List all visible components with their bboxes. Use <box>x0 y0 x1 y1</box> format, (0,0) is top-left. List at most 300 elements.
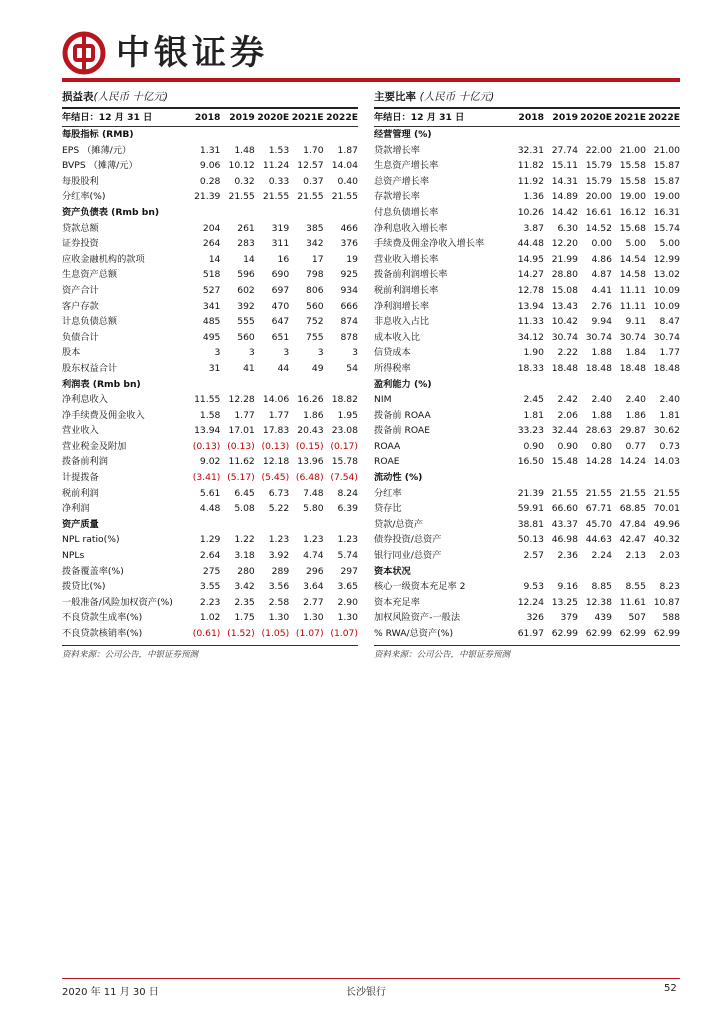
table-cell: 44.48 <box>517 238 544 250</box>
table-cell: 21.55 <box>297 191 324 203</box>
table-cell: 14.31 <box>551 175 578 187</box>
table-cell: (1.52) <box>227 628 255 639</box>
table-cell: 261 <box>237 222 255 234</box>
table-cell: 798 <box>306 269 324 281</box>
row-label: 贷款/总资产 <box>374 518 424 530</box>
table-cell: 31 <box>208 362 221 374</box>
table-cell: 10.26 <box>517 206 544 218</box>
table-cell: 13.94 <box>194 425 221 437</box>
table-cell: 20.43 <box>297 425 324 437</box>
table-cell: 204 <box>202 222 221 234</box>
row-label: 拨备前利润 <box>62 456 108 468</box>
table-cell: 21.55 <box>619 487 646 499</box>
table-cell: 3.56 <box>268 581 290 593</box>
table-cell: 61.97 <box>517 628 544 639</box>
year-header: 2021E <box>614 112 646 123</box>
row-label: 拨备前 ROAE <box>374 425 431 437</box>
table-row <box>62 236 358 252</box>
row-label: 加权风险资产-一般法 <box>374 612 461 624</box>
table-row <box>62 283 358 299</box>
table-cell: 376 <box>340 238 358 250</box>
table-cell: 5.61 <box>199 487 221 499</box>
table-row <box>62 189 358 205</box>
row-label: 存款增长率 <box>374 191 420 203</box>
row-label: 营业收入 <box>62 425 99 437</box>
table-cell: (5.45) <box>261 472 290 484</box>
year-end-header: 年结日：12 月 31 日 <box>374 112 465 123</box>
table-cell: 9.02 <box>199 456 221 468</box>
table-cell: 289 <box>271 565 290 577</box>
table-cell: 21.55 <box>551 487 578 499</box>
table-cell: 666 <box>340 300 358 312</box>
table-cell: 28.63 <box>585 425 612 437</box>
table-cell: 2.24 <box>591 550 612 562</box>
table-row <box>374 252 680 268</box>
table-cell: 14.03 <box>653 456 680 468</box>
income-statement-table <box>62 109 358 642</box>
table-row <box>62 408 358 424</box>
table-cell: 9.16 <box>557 581 578 593</box>
table-cell: 5.08 <box>234 503 255 515</box>
table-cell: 14.52 <box>585 222 612 234</box>
table-cell: 0.28 <box>199 175 221 187</box>
table-cell: 30.62 <box>653 425 680 437</box>
table-cell: 1.81 <box>659 409 680 421</box>
table-row <box>62 314 358 330</box>
income-statement-panel <box>62 89 358 660</box>
table-row <box>374 345 680 361</box>
section-header-row <box>62 127 358 143</box>
table-cell: 0.32 <box>234 175 255 187</box>
year-header: 2020E <box>257 112 290 123</box>
row-label: 核心一级资本充足率 2 <box>374 581 466 593</box>
table-cell: 14.24 <box>619 456 646 468</box>
table-cell: 0.77 <box>625 440 646 452</box>
table-cell: 44.63 <box>585 534 612 546</box>
table-cell: 319 <box>271 222 290 234</box>
row-label: 债券投资/总资产 <box>374 534 442 546</box>
column-header-row <box>62 109 358 127</box>
row-label: 拨备覆盖率(%) <box>62 565 124 577</box>
table-cell: 3 <box>352 347 358 359</box>
table-cell: 934 <box>340 284 358 296</box>
table-cell: 296 <box>306 565 324 577</box>
key-ratios-panel <box>374 89 680 660</box>
table-cell: 651 <box>271 331 290 343</box>
table-cell: 34.12 <box>517 331 544 343</box>
key-ratios-title: 主要比率 (人民币 十亿元) <box>374 91 495 103</box>
table-cell: 2.22 <box>557 347 578 359</box>
row-label: 净利息收入增长率 <box>374 222 448 234</box>
table-cell: 3.42 <box>234 581 255 593</box>
row-label: 一般准备/风险加权资产(%) <box>62 596 173 608</box>
table-cell: 38.81 <box>517 518 544 530</box>
column-header-row <box>374 109 680 127</box>
table-cell: 10.09 <box>653 284 680 296</box>
table-cell: 11.11 <box>619 300 646 312</box>
table-cell: (0.15) <box>295 440 324 452</box>
row-label: NPLs <box>62 550 85 562</box>
table-cell: 264 <box>202 238 221 250</box>
table-cell: 21.99 <box>551 253 578 265</box>
table-cell: 5.80 <box>303 503 324 515</box>
table-cell: 342 <box>306 238 324 250</box>
table-cell: 16.61 <box>585 206 612 218</box>
table-row <box>374 221 680 237</box>
row-label: 生息资产总额 <box>62 269 118 281</box>
table-cell: 1.30 <box>268 612 290 624</box>
table-cell: 15.87 <box>653 175 680 187</box>
table-cell: 8.85 <box>591 581 612 593</box>
table-row <box>62 392 358 408</box>
table-cell: 21.00 <box>619 144 646 156</box>
row-label: 拨备前 ROAA <box>374 409 431 421</box>
table-row <box>62 548 358 564</box>
table-cell: 5.74 <box>337 550 358 562</box>
table-cell: 15.68 <box>619 222 646 234</box>
table-cell: (0.13) <box>261 440 290 452</box>
table-row <box>374 501 680 517</box>
table-cell: (6.48) <box>295 472 324 484</box>
table-cell: 560 <box>306 300 324 312</box>
row-label: 净利润 <box>62 503 90 515</box>
table-cell: 30.74 <box>551 331 578 343</box>
table-row <box>374 143 680 159</box>
section-label: 资产负债表 (Rmb bn) <box>62 206 160 218</box>
table-cell: 12.99 <box>653 253 680 265</box>
row-label: 营业税金及附加 <box>62 440 127 452</box>
table-row <box>62 486 358 502</box>
row-label: 银行同业/总资产 <box>374 550 442 562</box>
table-cell: 596 <box>237 269 255 281</box>
row-label: 付息负债增长率 <box>374 206 439 218</box>
table-row <box>62 610 358 626</box>
table-cell: 49 <box>311 362 324 374</box>
table-cell: 485 <box>202 316 221 328</box>
row-label: 资产合计 <box>62 284 99 296</box>
table-cell: 12.57 <box>297 160 324 172</box>
footer-page-number: 52 <box>664 983 677 994</box>
table-row <box>374 517 680 533</box>
table-cell: 1.86 <box>625 409 646 421</box>
table-cell: 2.76 <box>591 300 612 312</box>
table-cell: 275 <box>202 565 221 577</box>
table-cell: 11.33 <box>517 316 544 328</box>
section-label: 资产质量 <box>62 518 99 530</box>
table-cell: (3.41) <box>192 472 221 484</box>
table-cell: 1.88 <box>591 409 612 421</box>
table-cell: 6.30 <box>557 222 578 234</box>
year-header: 2022E <box>648 112 680 123</box>
table-cell: 2.64 <box>199 550 221 562</box>
row-label: 股东权益合计 <box>62 362 118 374</box>
row-label: 分红率 <box>374 487 402 499</box>
table-cell: 11.11 <box>619 284 646 296</box>
table-cell: 16 <box>277 253 290 265</box>
table-cell: 1.48 <box>234 144 255 156</box>
table-cell: 9.53 <box>523 581 544 593</box>
table-cell: 19.00 <box>653 191 680 203</box>
table-row <box>62 267 358 283</box>
row-label: 净利润增长率 <box>374 300 430 312</box>
row-label: 拨贷比(%) <box>62 581 106 593</box>
table-cell: 341 <box>202 300 221 312</box>
table-cell: 62.99 <box>551 628 578 639</box>
table-row <box>374 236 680 252</box>
table-cell: 20.00 <box>585 191 612 203</box>
table-cell: 3.65 <box>337 581 358 593</box>
year-header: 2019 <box>229 112 255 123</box>
table-cell: 23.08 <box>331 425 358 437</box>
table-cell: 8.55 <box>625 581 646 593</box>
table-cell: 59.91 <box>517 503 544 515</box>
table-cell: 9.06 <box>199 160 221 172</box>
table-cell: 2.42 <box>557 394 578 406</box>
table-cell: 30.74 <box>619 331 646 343</box>
table-cell: 466 <box>340 222 358 234</box>
table-row <box>374 174 680 190</box>
table-cell: 379 <box>560 612 578 624</box>
section-label: 利润表 (Rmb bn) <box>62 378 141 390</box>
table-cell: 1.77 <box>268 409 290 421</box>
table-cell: 29.87 <box>619 425 646 437</box>
table-cell: 3 <box>283 347 290 359</box>
table-row <box>374 423 680 439</box>
table-cell: 2.13 <box>625 550 646 562</box>
left-source-note: 资料来源：公司公告，中银证券预测 <box>62 645 358 660</box>
table-cell: 62.99 <box>619 628 646 639</box>
table-cell: 21.55 <box>228 191 255 203</box>
table-cell: (0.61) <box>192 628 221 639</box>
table-row <box>62 221 358 237</box>
table-cell: (7.54) <box>330 472 358 484</box>
row-label: NIM <box>374 394 392 406</box>
table-cell: 12.78 <box>517 284 544 296</box>
table-cell: 67.71 <box>585 503 612 515</box>
table-cell: 2.58 <box>268 596 290 608</box>
table-cell: 47.84 <box>619 518 646 530</box>
table-row <box>374 299 680 315</box>
table-cell: 17.01 <box>228 425 255 437</box>
table-cell: 16.31 <box>653 206 680 218</box>
table-cell: 4.87 <box>591 269 612 281</box>
table-row <box>374 579 680 595</box>
table-cell: 19 <box>346 253 358 265</box>
table-cell: 2.36 <box>557 550 578 562</box>
table-cell: 0.37 <box>303 175 324 187</box>
year-header: 2018 <box>194 112 221 123</box>
table-row <box>374 532 680 548</box>
footer-divider <box>62 978 680 979</box>
table-cell: 12.20 <box>551 238 578 250</box>
table-row <box>374 158 680 174</box>
table-cell: 392 <box>237 300 255 312</box>
row-label: 生息资产增长率 <box>374 160 439 172</box>
table-cell: 1.70 <box>303 144 324 156</box>
table-cell: 18.48 <box>653 362 680 374</box>
table-row <box>374 626 680 642</box>
table-row <box>62 330 358 346</box>
table-cell: 14.04 <box>331 160 358 172</box>
table-cell: 297 <box>340 565 358 577</box>
table-cell: 14.28 <box>585 456 612 468</box>
table-cell: 6.39 <box>337 503 358 515</box>
row-label: 税前利润 <box>62 487 99 499</box>
income-statement-title: 损益表(人民币 十亿元) <box>62 91 169 103</box>
row-label: 信贷成本 <box>374 347 411 359</box>
table-cell: 21.55 <box>585 487 612 499</box>
table-cell: 2.06 <box>557 409 578 421</box>
table-cell: 3 <box>317 347 324 359</box>
row-label: EPS （摊薄/元） <box>62 144 132 156</box>
table-cell: 3.92 <box>268 550 290 562</box>
table-row <box>374 361 680 377</box>
table-cell: 1.02 <box>199 612 221 624</box>
table-cell: 1.23 <box>268 534 290 546</box>
table-cell: 42.47 <box>619 534 646 546</box>
table-cell: 14.06 <box>262 394 290 406</box>
table-row <box>374 595 680 611</box>
row-label: 应收金融机构的款项 <box>62 253 145 265</box>
footer-company: 长沙银行 <box>346 987 386 998</box>
table-cell: 1.30 <box>337 612 358 624</box>
section-header-row <box>62 205 358 221</box>
table-cell: 6.73 <box>268 487 290 499</box>
table-cell: 2.45 <box>523 394 544 406</box>
row-label: 资本充足率 <box>374 596 420 608</box>
table-cell: 1.90 <box>523 347 544 359</box>
table-cell: 280 <box>237 565 255 577</box>
table-cell: 46.98 <box>551 534 578 546</box>
table-cell: 1.58 <box>199 409 221 421</box>
table-cell: 1.95 <box>337 409 358 421</box>
table-cell: 560 <box>237 331 255 343</box>
bank-of-china-logo-icon <box>62 31 106 75</box>
table-cell: 12.18 <box>262 456 290 468</box>
table-cell: 10.09 <box>653 300 680 312</box>
section-header-row <box>374 127 680 143</box>
table-cell: 4.41 <box>591 284 612 296</box>
year-header: 2018 <box>518 112 544 123</box>
table-cell: 15.58 <box>619 160 646 172</box>
table-cell: 3.64 <box>303 581 324 593</box>
row-label: 总资产增长率 <box>374 175 430 187</box>
table-cell: 45.70 <box>585 518 612 530</box>
table-row <box>374 486 680 502</box>
table-cell: 326 <box>526 612 544 624</box>
table-cell: 8.47 <box>659 316 680 328</box>
table-cell: 10.42 <box>551 316 578 328</box>
table-row <box>62 579 358 595</box>
table-row <box>374 392 680 408</box>
row-label: 客户存款 <box>62 300 99 312</box>
table-cell: 588 <box>662 612 680 624</box>
table-cell: 4.86 <box>591 253 612 265</box>
table-cell: 14.95 <box>517 253 544 265</box>
table-cell: 18.33 <box>517 362 544 374</box>
table-row <box>62 501 358 517</box>
table-cell: 11.24 <box>262 160 290 172</box>
table-cell: 1.87 <box>337 144 358 156</box>
table-cell: 0.40 <box>337 175 358 187</box>
table-cell: (1.05) <box>261 628 290 639</box>
row-label: 不良贷款核销率(%) <box>62 628 143 639</box>
table-cell: 6.45 <box>234 487 255 499</box>
table-cell: 19.00 <box>619 191 646 203</box>
table-row <box>374 283 680 299</box>
table-cell: 15.74 <box>653 222 680 234</box>
table-cell: 2.40 <box>659 394 680 406</box>
table-cell: 0.80 <box>591 440 612 452</box>
section-header-row <box>374 564 680 580</box>
table-cell: 5.22 <box>268 503 290 515</box>
table-cell: 878 <box>340 331 358 343</box>
table-cell: 15.79 <box>585 175 612 187</box>
table-cell: 3.87 <box>523 222 544 234</box>
table-cell: 1.31 <box>199 144 221 156</box>
table-cell: 1.86 <box>303 409 324 421</box>
table-row <box>374 330 680 346</box>
year-end-header: 年结日：12 月 31 日 <box>62 112 153 123</box>
table-cell: 21.00 <box>653 144 680 156</box>
table-cell: 3.18 <box>234 550 255 562</box>
table-cell: 14.42 <box>551 206 578 218</box>
table-cell: 30.74 <box>585 331 612 343</box>
table-cell: 1.88 <box>591 347 612 359</box>
year-header: 2019 <box>552 112 578 123</box>
table-cell: 14 <box>243 253 255 265</box>
table-cell: 13.94 <box>517 300 544 312</box>
row-label: 成本收入比 <box>374 331 420 343</box>
table-cell: 18.48 <box>619 362 646 374</box>
section-label: 盈利能力 (%) <box>374 378 432 390</box>
table-cell: 13.25 <box>551 596 578 608</box>
table-cell: 527 <box>202 284 221 296</box>
row-label: NPL ratio(%) <box>62 534 120 546</box>
row-label: 非息收入占比 <box>374 316 430 328</box>
year-header: 2020E <box>580 112 612 123</box>
row-label: BVPS （摊薄/元） <box>62 160 138 172</box>
table-cell: 4.48 <box>199 503 221 515</box>
table-cell: 18.48 <box>585 362 612 374</box>
table-cell: 470 <box>271 300 290 312</box>
table-cell: 13.43 <box>551 300 578 312</box>
table-row <box>374 314 680 330</box>
table-cell: 12.28 <box>228 394 255 406</box>
section-label: 每股指标 (RMB) <box>62 129 134 140</box>
table-cell: 68.85 <box>619 503 646 515</box>
table-cell: 1.75 <box>234 612 255 624</box>
row-label: 每股股利 <box>62 175 99 187</box>
page-header <box>62 30 268 76</box>
table-cell: 7.48 <box>303 487 324 499</box>
table-cell: 10.12 <box>228 160 255 172</box>
table-cell: 874 <box>340 316 358 328</box>
table-cell: 16.26 <box>297 394 324 406</box>
table-cell: 2.90 <box>337 596 358 608</box>
table-cell: 14.27 <box>517 269 544 281</box>
table-row <box>62 470 358 486</box>
table-cell: 15.48 <box>551 456 578 468</box>
table-cell: 2.40 <box>625 394 646 406</box>
section-label: 经营管理 (%) <box>374 129 432 140</box>
table-cell: 283 <box>237 238 255 250</box>
table-cell: 32.31 <box>517 144 544 156</box>
table-row <box>374 439 680 455</box>
row-label: 税前利润增长率 <box>374 284 439 296</box>
table-cell: (0.13) <box>227 440 255 452</box>
table-cell: 15.87 <box>653 160 680 172</box>
